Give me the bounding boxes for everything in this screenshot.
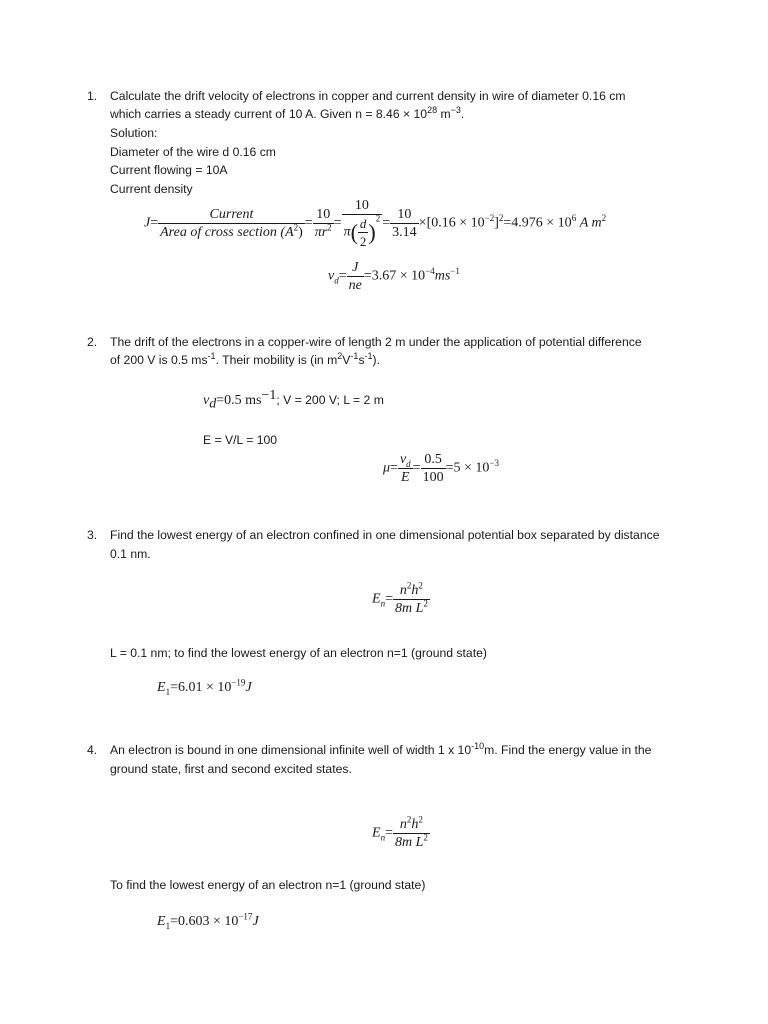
exponent: 28	[427, 104, 438, 115]
fraction: $\frac{10}{3.14}$	[392, 207, 417, 240]
mobility-equation: μ= $\frac{v_d}{E}$ = $\frac{0.5}{100}$ $=5 \times 10^{-3}$	[383, 452, 499, 485]
given-values: $v_d=0.5$ $ms^{-1}$; V = 200 V; L = 2 m	[203, 387, 384, 412]
question-text: The drift of the electrons in a copper-wire of length 2 m under the application of potential difference	[110, 335, 642, 349]
fraction: $\frac{10}{\pi r^2}$	[314, 207, 332, 240]
question-number: 4.	[87, 743, 98, 757]
energy-formula: $E_n=$ $\frac{n^2h^2}{8m L^2}$	[372, 814, 428, 850]
fraction: $\frac{v_d}{E}$	[399, 452, 411, 485]
answer-equation: $E_1=0.603 \times 10^{-17}J$	[157, 911, 259, 931]
question-text	[110, 87, 626, 106]
question-number: 1.	[87, 89, 98, 103]
fraction: 10 π( $\frac{d}{2}$ )$^2$	[343, 198, 381, 249]
fraction: $\frac{n^2h^2}{8m L^2}$	[394, 814, 428, 850]
fraction: $\frac{\text{Current}}{Area of cross section (A^2)}$	[160, 207, 303, 240]
solution-line: Current density	[110, 182, 193, 196]
question-text: which carries a steady current of 10 A. Given $n = 8.46 \times 10^{28}$ $m^{-3}$.	[110, 104, 465, 121]
drift-velocity-equation: $v_d=$ $\frac{J}{ne}$ $=3.67 \times 10^{-4}ms^{-1}$	[328, 260, 460, 293]
question-number: 2.	[87, 335, 98, 349]
current-density-equation: J= $\frac{\text{Current}}{Area of cross section (A^2)}$ = $\frac{10}{\pi r^2}$ = 10 π( $\frac{d}{2}$ )$^2$ = $\frac{10}{3.14}$ $\times[0.16 \times 10^{-2}]^2=4.976 \times 10^6$ A $m^2$	[144, 198, 607, 249]
question-line: Calculate the drift velocity of electrons in copper and current density in wire of diameter 0.16 cm	[110, 89, 626, 103]
question-text: An electron is bound in one dimensional infinite well of width 1 x $10^{-10}m$. Find the energy value in the	[110, 740, 652, 757]
solution-line: Current flowing = 10A	[110, 163, 228, 177]
question-number: 3.	[87, 528, 98, 542]
electric-field-line: E = V/L = 100	[203, 433, 278, 447]
solution-label: Solution:	[110, 126, 158, 140]
fraction: $\frac{n^2h^2}{8m L^2}$	[394, 580, 428, 616]
solution-line: Diameter of the wire d 0.16 cm	[110, 145, 276, 159]
solution-line: L = 0.1 nm; to find the lowest energy of an electron n=1 (ground state)	[110, 646, 487, 660]
exponent: −3	[450, 104, 461, 115]
fraction: $\frac{J}{ne}$	[348, 260, 362, 293]
question-text: Find the lowest energy of an electron confined in one dimensional potential box separated by distance	[110, 528, 660, 542]
question-text: of 200 V is 0.5 $ms^{-1}$. Their mobility is (in $m^2V^{-1}s^{-1}$).	[110, 350, 380, 367]
unit: m	[440, 107, 451, 121]
energy-formula: $E_n=$ $\frac{n^2h^2}{8m L^2}$	[372, 580, 428, 616]
solution-line: To find the lowest energy of an electron n=1 (ground state)	[110, 878, 426, 892]
answer-equation: $E_1=6.01 \times 10^{-19}J$	[157, 677, 252, 697]
question-text: 0.1 nm.	[110, 547, 151, 561]
fraction: $\frac{0.5}{100}$	[422, 452, 444, 485]
question-text: ground state, first and second excited states.	[110, 762, 352, 776]
question-line: which carries a steady current of 10 A. Given n = 8.46 × 10	[110, 107, 428, 121]
